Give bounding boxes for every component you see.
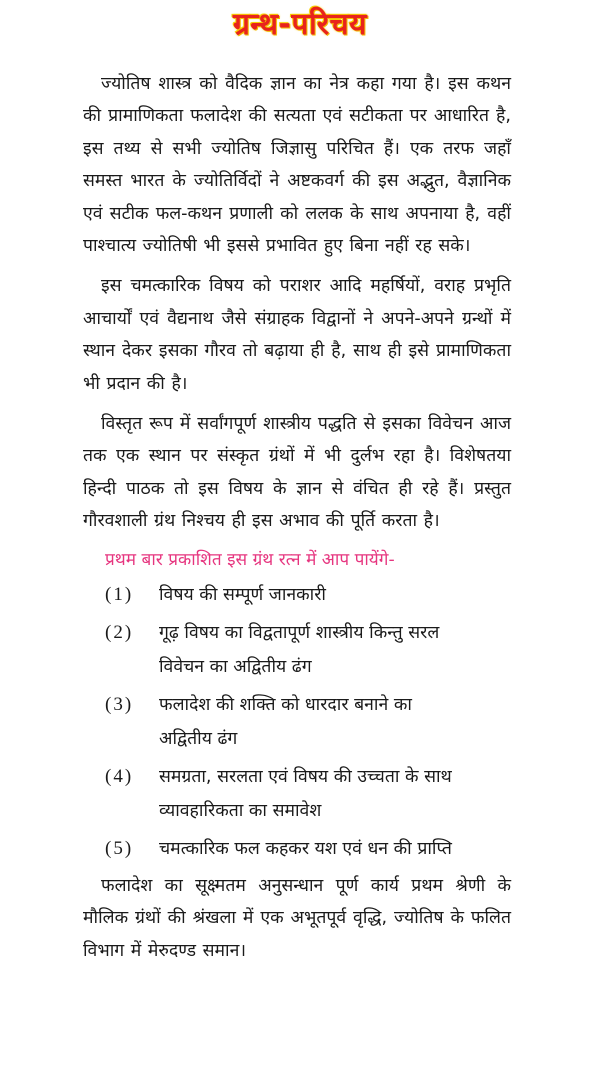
list-number: (2) bbox=[105, 621, 134, 643]
list-number: (4) bbox=[105, 765, 134, 787]
closing-paragraph: फलादेश का सूक्ष्मतम अनुसन्धान पूर्ण कार्य प्रथम श्रेणी के मौलिक ग्रंथों की श्रंखला में एक अभूतपूर्व वृद्धि, ज्योतिष के फलित विभाग में मेरुदण्ड समान। bbox=[83, 875, 511, 961]
list-text: गूढ़ विषय का विद्वतापूर्ण शास्त्रीय किन्तु सरल विवेचन का अद्वितीय ढंग bbox=[159, 622, 440, 677]
body-text bbox=[83, 68, 511, 967]
list-text: समग्रता, सरलता एवं विषय की उच्चता के साथ व्यावहारिकता का समावेश bbox=[159, 766, 452, 821]
list-number: (5) bbox=[105, 837, 134, 859]
list-text: फलादेश की शक्ति को धारदार बनाने का अद्वितीय ढंग bbox=[159, 694, 412, 749]
list-item bbox=[83, 688, 511, 756]
paragraph-sages: इस चमत्कारिक विषय को पराशर आदि महर्षियों, वराह प्रभृति आचार्यों एवं वैद्यनाथ जैसे संग्राहक विद्वानों ने अपने-अपने ग्रन्थों में स्थान देकर इसका गौरव तो बढ़ाया ही है, साथ ही इसे प्रामाणिकता भी प्रदान की है। bbox=[83, 276, 511, 394]
list-item bbox=[83, 578, 511, 612]
features-list bbox=[83, 578, 511, 866]
list-item bbox=[83, 832, 511, 866]
list-text: चमत्कारिक फल कहकर यश एवं धन की प्राप्ति bbox=[159, 838, 452, 859]
list-item bbox=[83, 760, 511, 828]
list-item bbox=[83, 616, 511, 684]
paragraph-rarity: विस्तृत रूप में सर्वांगपूर्ण शास्त्रीय पद्धति से इसका विवेचन आज तक एक स्थान पर संस्कृत ग्रंथों में भी दुर्लभ रहा है। विशेषतया हिन्दी पाठक तो इस विषय के ज्ञान से वंचित ही रहे हैं। प्रस्तुत गौरवशाली ग्रंथ निश्चय ही इस अभाव की पूर्ति करता है। bbox=[83, 414, 511, 532]
list-number: (3) bbox=[105, 693, 134, 715]
features-heading: प्रथम बार प्रकाशित इस ग्रंथ रत्न में आप पायेंगे- bbox=[105, 549, 395, 570]
list-number: (1) bbox=[105, 583, 134, 605]
paragraph-intro: ज्योतिष शास्त्र को वैदिक ज्ञान का नेत्र कहा गया है। इस कथन की प्रामाणिकता फलादेश की सत्यता एवं सटीकता पर आधारित है, इस तथ्य से सभी ज्योतिष जिज्ञासु परिचित हैं। एक तरफ जहाँ समस्त भारत के ज्योतिर्विदों ने अष्टकवर्ग की इस अद्भुत, वैज्ञानिक एवं सटीक फल-कथन प्रणाली को ललक के साथ अपनाया है, वहीं पाश्चात्य ज्योतिषी भी इससे प्रभावित हुए बिना नहीं रह सके। bbox=[83, 74, 511, 257]
page-title: ग्रन्थ-परिचय bbox=[232, 7, 368, 42]
list-text: विषय की सम्पूर्ण जानकारी bbox=[159, 584, 326, 605]
